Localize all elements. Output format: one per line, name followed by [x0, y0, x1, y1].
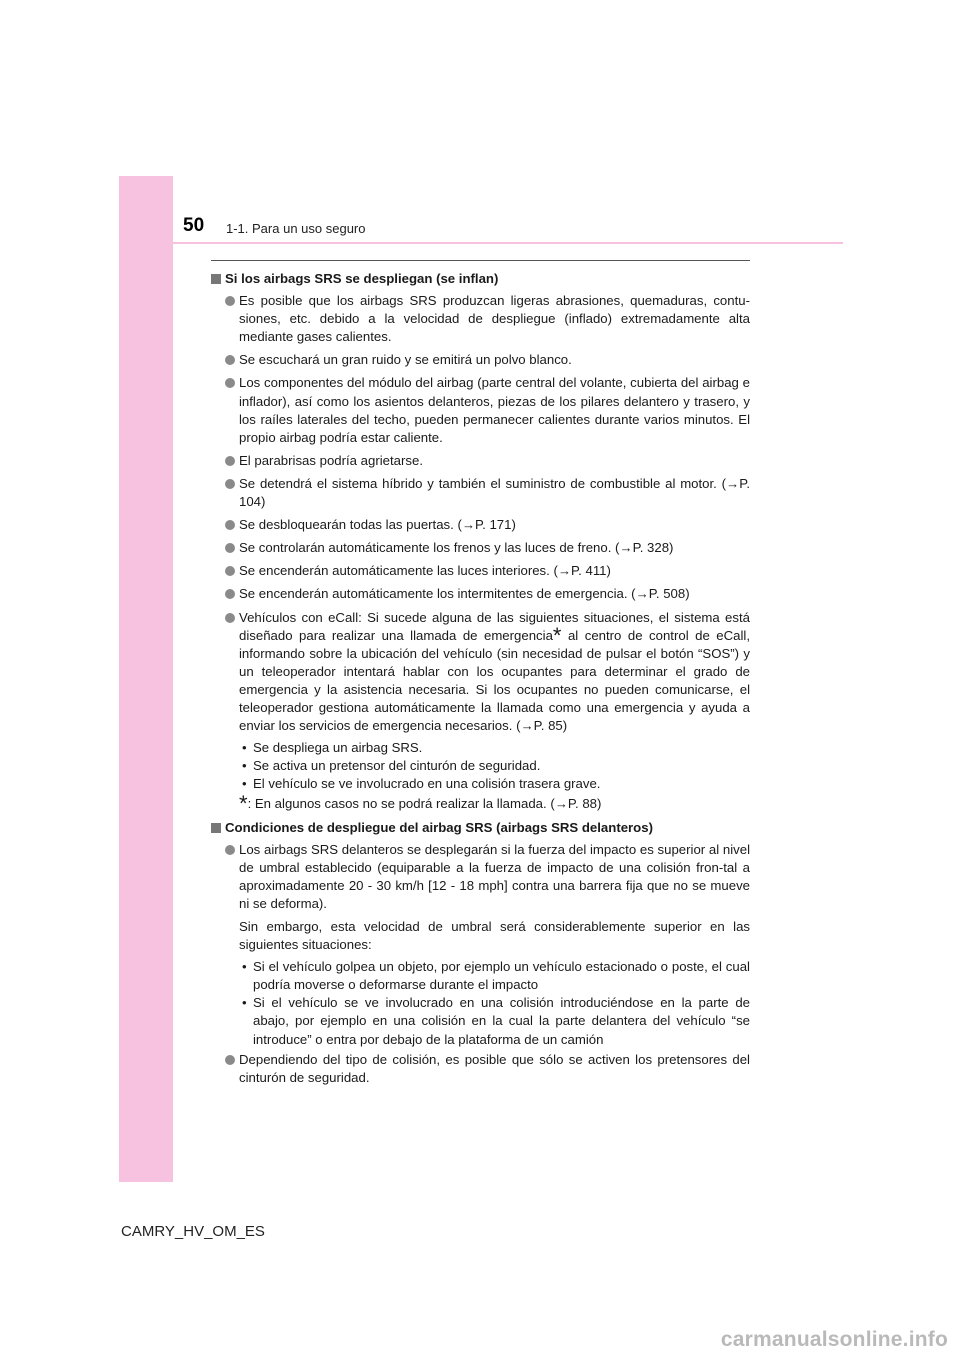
- circle-bullet-icon: [225, 520, 235, 530]
- list-item: Se encenderán automáticamente los intermitentes de emergencia. (→P. 508): [211, 585, 750, 603]
- side-accent-band: [119, 176, 173, 1182]
- circle-bullet-icon: [225, 543, 235, 553]
- footer-code: CAMRY_HV_OM_ES: [121, 1223, 265, 1240]
- circle-bullet-icon: [225, 845, 235, 855]
- section-divider: [211, 260, 750, 261]
- sub-list-item: • Si el vehículo golpea un objeto, por ejemplo un vehículo estacionado o poste, el cual podría moverse o deformarse durante el impacto: [242, 959, 750, 993]
- section-heading-airbag-deploy: Si los airbags SRS se despliegan (se inflan): [211, 270, 750, 288]
- square-bullet-icon: [211, 823, 221, 833]
- sub-list-item: • Se despliega un airbag SRS.: [242, 740, 423, 756]
- watermark: carmanualsonline.info: [720, 1328, 948, 1351]
- list-item: El parabrisas podría agrietarse.: [211, 452, 750, 470]
- list-item: Se desbloquearán todas las puertas. (→P. 171): [211, 516, 750, 534]
- list-item: Se detendrá el sistema híbrido y también el suministro de combustible al motor. (→P. 104): [211, 475, 750, 511]
- circle-bullet-icon: [225, 479, 235, 489]
- circle-bullet-icon: [225, 456, 235, 466]
- circle-bullet-icon: [225, 566, 235, 576]
- circle-bullet-icon: [225, 1055, 235, 1065]
- list-item: Se controlarán automáticamente los frenos y las luces de freno. (→P. 328): [211, 539, 750, 557]
- circle-bullet-icon: [225, 296, 235, 306]
- list-item: Se encenderán automáticamente las luces interiores. (→P. 411): [211, 562, 750, 580]
- circle-bullet-icon: [225, 613, 235, 623]
- circle-bullet-icon: [225, 589, 235, 599]
- square-bullet-icon: [211, 274, 221, 284]
- footnote-star: *: [239, 791, 248, 817]
- list-item: Los airbags SRS delanteros se desplegarán si la fuerza del impacto es superior al nivel de umbral establecido (equiparable a la fuerza de impacto de una colisión fron-tal a aproximadamente 20 - 30 km/h [12 - 18 mph] contra una barrera fija que no se mueve ni se deforma).: [211, 841, 750, 913]
- circle-bullet-icon: [225, 355, 235, 365]
- list-item: Los componentes del módulo del airbag (parte central del volante, cubierta del airbag e inflador), así como los asientos delanteros, piezas de los pilares delantero y trasero, y los raíles laterales del techo, pueden permanecer calientes durante varios minutos. El propio airbag podría estar caliente.: [211, 374, 750, 446]
- sub-list-item: • Si el vehículo se ve involucrado en una colisión introduciéndose en la parte de abajo, por ejemplo en una colisión en la cual la parte delantera del vehículo “se introduce” o entra por debajo de la plataforma de un camión: [242, 995, 750, 1047]
- sub-list-item: • El vehículo se ve involucrado en una colisión trasera grave.: [242, 776, 601, 792]
- ecall-conditions-list: [211, 739, 750, 793]
- list-item: Dependiendo del tipo de colisión, es posible que sólo se activen los pretensores del cinturón de seguridad.: [211, 1051, 750, 1087]
- paragraph: Sin embargo, esta velocidad de umbral será considerablemente superior en las siguientes situaciones:: [239, 919, 750, 953]
- page-content: [211, 270, 750, 1092]
- threshold-situations-list: [211, 958, 750, 1048]
- page-number: 50: [183, 215, 205, 236]
- footnote-star: *: [552, 622, 562, 648]
- chapter-title: 1-1. Para un uso seguro: [226, 221, 366, 236]
- list-item: Se escuchará un gran ruido y se emitirá un polvo blanco.: [211, 351, 750, 369]
- list-item-ecall: Vehículos con eCall: Si sucede alguna de las siguientes situaciones, el sistema está diseñado para realizar una llamada de emergencia* al centro de control de eCall, informando sobre la ubicación del vehículo (sin necesidad de pulsar el botón “SOS”) y un teleoperador intentará hablar con los ocupantes para determinar el grado de emergencia y la asistencia necesaria. Si los ocupantes no pueden comunicarse, el teleoperador gestiona automáticamente la llamada como una emergencia y ayuda a enviar los servicios de emergencia necesarios. (→P. 85): [211, 609, 750, 736]
- footnote: *: En algunos casos no se podrá realizar la llamada. (→P. 88): [239, 791, 602, 817]
- circle-bullet-icon: [225, 378, 235, 388]
- section-heading-deploy-conditions: Condiciones de despliegue del airbag SRS (airbags SRS delanteros): [211, 819, 750, 837]
- sub-list-item: • Se activa un pretensor del cinturón de seguridad.: [242, 758, 541, 774]
- list-item: Es posible que los airbags SRS produzcan ligeras abrasiones, quemaduras, contu-siones, etc. debido a la velocidad de despliegue (inflado) extremadamente alta mediante gases calientes.: [211, 292, 750, 346]
